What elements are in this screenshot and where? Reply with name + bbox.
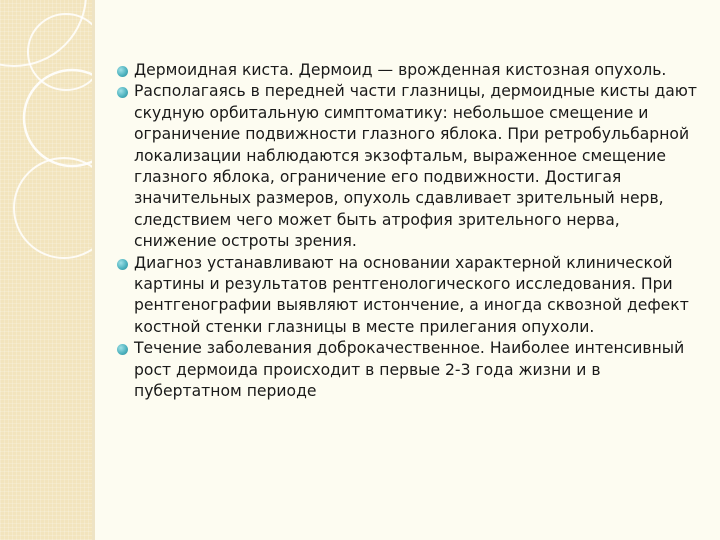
list-item (117, 60, 707, 81)
bullet-icon (117, 259, 128, 270)
bullet-icon (117, 66, 128, 77)
decorative-side-panel (0, 0, 92, 540)
bullet-text: Диагноз устанавливают на основании характерной клинической картины и результатов рентгенологического исследования. При рентгенографии выявляют истончение, а иногда сквозной дефект костной стенки глазницы в месте прилегания опухоли. (134, 253, 689, 336)
bullet-text: Течение заболевания доброкачественное. Наиболее интенсивный рост дермоида происходит в первые 2-3 года жизни и в пубертатном периоде (134, 339, 685, 401)
list-item (117, 253, 707, 339)
bullet-icon (117, 87, 128, 98)
list-item (117, 338, 707, 402)
decorative-circles (0, 0, 92, 540)
bullet-text: Дермоидная киста. Дермоид — врожденная кистозная опухоль. (134, 61, 667, 79)
bullet-text: Располагаясь в передней части глазницы, дермоидные кисты дают скудную орбитальную симптоматику: небольшое смещение и ограничение подвижности глазного яблока. При ретробульбарной локализации наблюдаются экзофтальм, выраженное смещение глазного яблока, ограничение его подвижности. Достигая значительных размеров, опухоль сдавливает зрительный нерв, следствием чего может быть атрофия зрительного нерва, снижение остроты зрения. (134, 82, 698, 251)
list-item (117, 81, 707, 252)
side-panel-edge (92, 0, 95, 540)
bullet-icon (117, 344, 128, 355)
bullet-list (117, 60, 707, 403)
